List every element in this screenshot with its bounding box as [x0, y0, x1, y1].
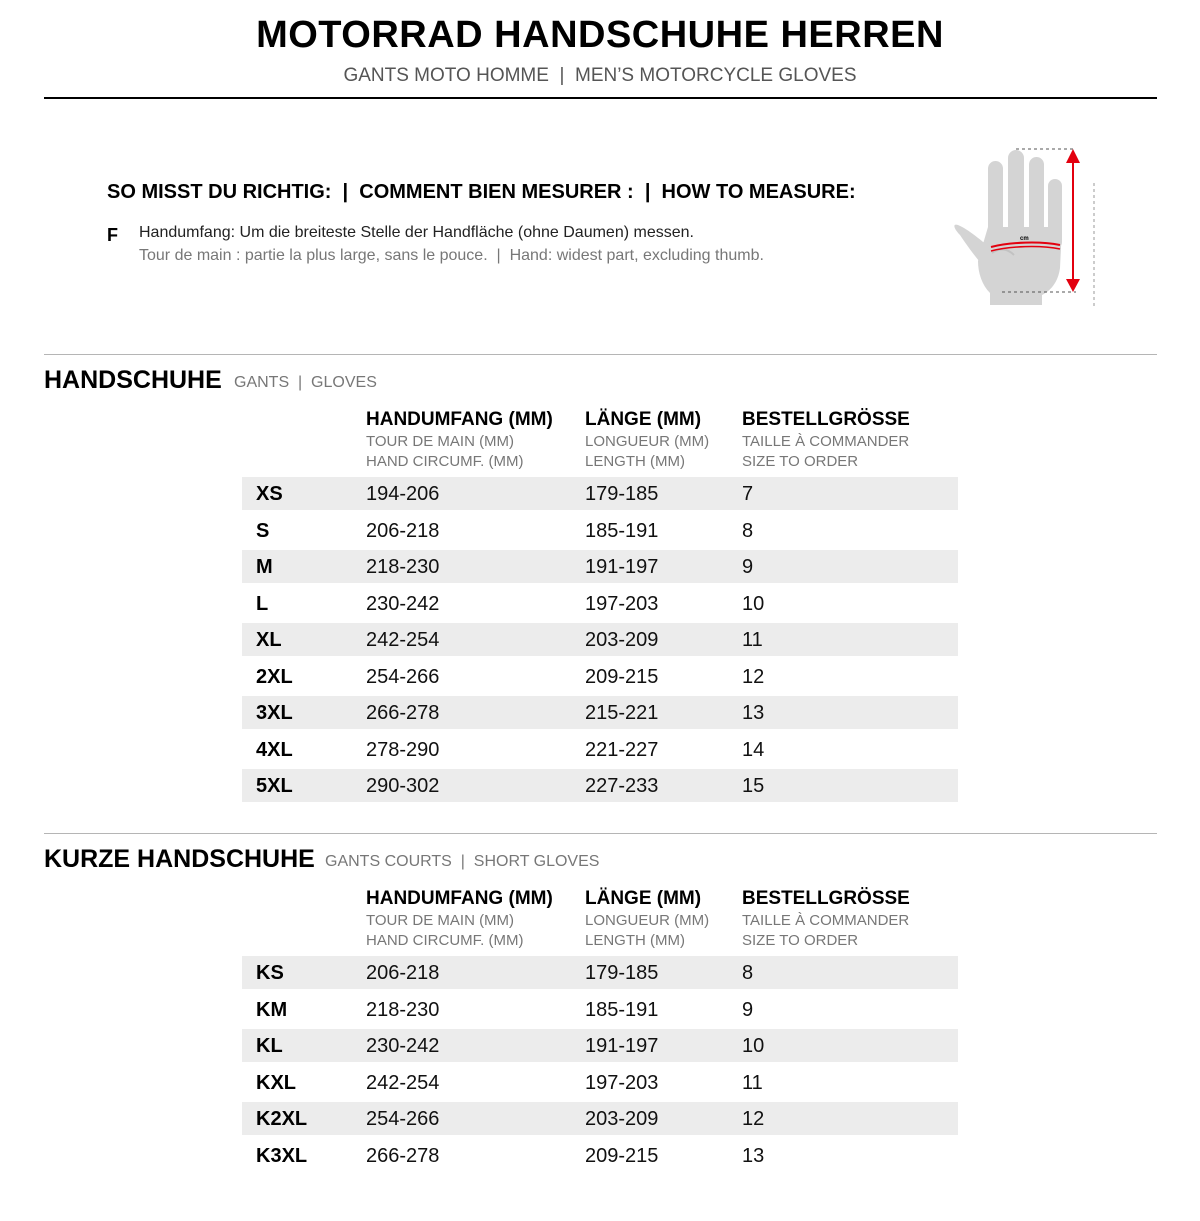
table-row: [242, 1102, 958, 1135]
length-cell: 203-209: [585, 629, 659, 651]
length-cell: 209-215: [585, 1145, 659, 1167]
diagram-cm-label: cm: [1020, 236, 1029, 242]
table-row: [242, 550, 958, 583]
circumference-cell: 206-218: [366, 962, 440, 984]
table-row: [242, 660, 958, 693]
circumference-cell: 254-266: [366, 1108, 440, 1130]
table-row: [242, 993, 958, 1026]
size-cell: KM: [256, 999, 288, 1021]
size-cell: XS: [256, 483, 283, 505]
length-cell: 197-203: [585, 593, 659, 615]
circumference-cell: 218-230: [366, 556, 440, 578]
section-divider-gloves: [44, 354, 1157, 355]
page-title: MOTORRAD HANDSCHUHE HERREN: [256, 14, 944, 56]
order-size-cell: 14: [742, 739, 765, 761]
order-size-cell: 8: [742, 962, 754, 984]
order-size-cell: 7: [742, 483, 754, 505]
col-head-order-size: BESTELLGRÖSSE: [742, 888, 910, 909]
circumference-cell: 230-242: [366, 1035, 440, 1057]
length-cell: 209-215: [585, 666, 659, 688]
size-cell: K2XL: [256, 1108, 308, 1130]
hand-icon: [954, 150, 1062, 305]
size-cell: L: [256, 593, 269, 615]
size-cell: KL: [256, 1035, 283, 1057]
col-sub-order-size-fr: TAILLE À COMMANDER: [742, 912, 910, 929]
table-row: [242, 1029, 958, 1062]
circumference-cell: 230-242: [366, 593, 440, 615]
col-sub-order-size-en: SIZE TO ORDER: [742, 932, 859, 949]
col-sub-circumference-en: HAND CIRCUMF. (MM): [366, 453, 524, 470]
length-cell: 179-185: [585, 962, 659, 984]
measure-instruction-fr-en: Tour de main : partie la plus large, sans le pouce. | Hand: widest part, excluding thumb.: [139, 247, 764, 264]
circumference-cell: 278-290: [366, 739, 440, 761]
table-row: [242, 733, 958, 766]
col-head-length: LÄNGE (MM): [585, 409, 702, 430]
length-cell: 215-221: [585, 702, 659, 724]
length-cell: 191-197: [585, 1035, 659, 1057]
arrow-up-icon: [1066, 149, 1080, 163]
length-cell: 191-197: [585, 556, 659, 578]
table-row: [242, 769, 958, 802]
order-size-cell: 9: [742, 556, 754, 578]
size-cell: 3XL: [256, 702, 293, 724]
order-size-cell: 8: [742, 520, 754, 542]
table-row: [242, 1139, 958, 1172]
length-cell: 227-233: [585, 775, 659, 797]
gloves-section-subtitle: GANTS | GLOVES: [234, 374, 377, 391]
gloves-section-title: HANDSCHUHE: [44, 366, 222, 394]
order-size-cell: 13: [742, 1145, 765, 1167]
order-size-cell: 9: [742, 999, 754, 1021]
order-size-cell: 12: [742, 1108, 765, 1130]
length-cell: 185-191: [585, 520, 659, 542]
circumference-cell: 194-206: [366, 483, 440, 505]
table-row: [242, 587, 958, 620]
measure-heading: SO MISST DU RICHTIG: | COMMENT BIEN MESURER : | HOW TO MEASURE:: [107, 181, 856, 203]
circumference-cell: 242-254: [366, 629, 440, 651]
order-size-cell: 13: [742, 702, 765, 724]
circumference-cell: 242-254: [366, 1072, 440, 1094]
measure-instruction-de: Handumfang: Um die breiteste Stelle der Handfläche (ohne Daumen) messen.: [139, 224, 694, 241]
col-sub-length-fr: LONGUEUR (MM): [585, 433, 710, 450]
order-size-cell: 12: [742, 666, 765, 688]
size-cell: KXL: [256, 1072, 296, 1094]
section-divider-short-gloves: [44, 833, 1157, 834]
size-cell: KS: [256, 962, 284, 984]
size-cell: 2XL: [256, 666, 293, 688]
col-head-order-size: BESTELLGRÖSSE: [742, 409, 910, 430]
header-divider: [44, 97, 1157, 99]
col-sub-length-fr: LONGUEUR (MM): [585, 912, 710, 929]
length-cell: 185-191: [585, 999, 659, 1021]
circumference-cell: 218-230: [366, 999, 440, 1021]
length-cell: 221-227: [585, 739, 659, 761]
col-head-circumference: HANDUMFANG (MM): [366, 888, 553, 909]
length-cell: 179-185: [585, 483, 659, 505]
circumference-cell: 266-278: [366, 702, 440, 724]
order-size-cell: 11: [742, 629, 763, 651]
col-sub-circumference-fr: TOUR DE MAIN (MM): [366, 912, 515, 929]
order-size-cell: 10: [742, 593, 765, 615]
table-row: [242, 514, 958, 547]
col-sub-circumference-en: HAND CIRCUMF. (MM): [366, 932, 524, 949]
length-cell: 203-209: [585, 1108, 659, 1130]
col-head-length: LÄNGE (MM): [585, 888, 702, 909]
table-row: [242, 1066, 958, 1099]
size-cell: 5XL: [256, 775, 293, 797]
circumference-cell: 266-278: [366, 1145, 440, 1167]
size-cell: 4XL: [256, 739, 293, 761]
col-sub-length-en: LENGTH (MM): [585, 932, 685, 949]
measure-letter: F: [107, 225, 118, 245]
table-row: [242, 623, 958, 656]
order-size-cell: 11: [742, 1072, 763, 1094]
page-subtitle: GANTS MOTO HOMME | MEN’S MOTORCYCLE GLOVES: [343, 65, 857, 86]
hand-measure-diagram: [948, 143, 1098, 309]
size-cell: XL: [256, 629, 282, 651]
order-size-cell: 10: [742, 1035, 765, 1057]
col-sub-order-size-fr: TAILLE À COMMANDER: [742, 433, 910, 450]
col-sub-length-en: LENGTH (MM): [585, 453, 685, 470]
col-sub-order-size-en: SIZE TO ORDER: [742, 453, 859, 470]
table-row: [242, 696, 958, 729]
length-cell: 197-203: [585, 1072, 659, 1094]
table-row: [242, 956, 958, 989]
circumference-cell: 254-266: [366, 666, 440, 688]
circumference-cell: 290-302: [366, 775, 440, 797]
col-head-circumference: HANDUMFANG (MM): [366, 409, 553, 430]
size-cell: S: [256, 520, 270, 542]
short-gloves-section-subtitle: GANTS COURTS | SHORT GLOVES: [325, 853, 600, 870]
table-row: [242, 477, 958, 510]
size-cell: M: [256, 556, 273, 578]
col-sub-circumference-fr: TOUR DE MAIN (MM): [366, 433, 515, 450]
arrow-down-icon: [1066, 279, 1080, 292]
order-size-cell: 15: [742, 775, 765, 797]
short-gloves-section-title: KURZE HANDSCHUHE: [44, 845, 315, 873]
circumference-cell: 206-218: [366, 520, 440, 542]
size-cell: K3XL: [256, 1145, 308, 1167]
